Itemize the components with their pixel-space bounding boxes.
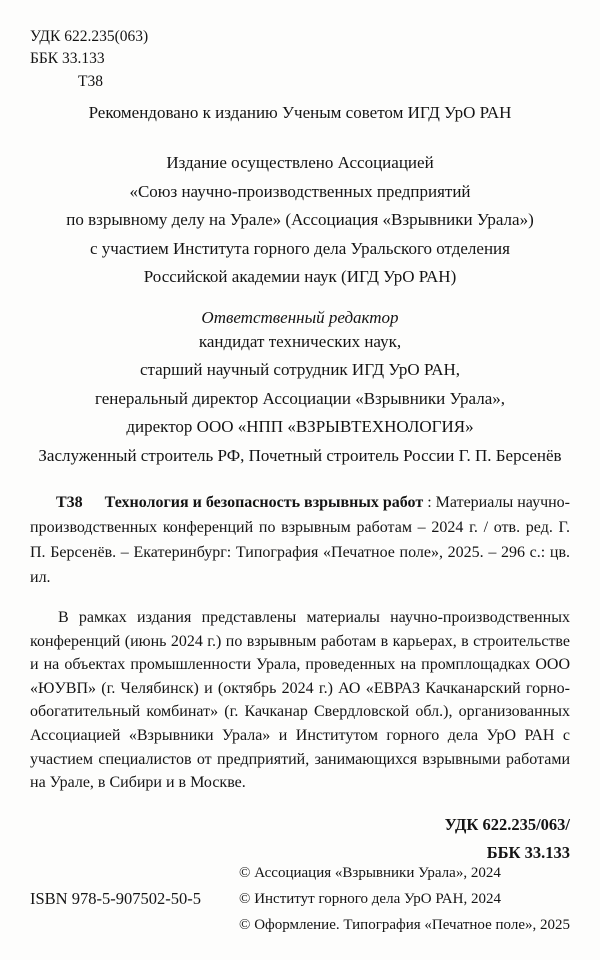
author-sign-top: Т38 [78, 73, 103, 90]
classification-codes-top [30, 26, 570, 93]
isbn: ISBN 978-5-907502-50-5 [30, 889, 201, 908]
copyright-line: © Оформление. Типография «Печатное поле», 2025 [239, 917, 570, 933]
copyright-line: © Институт горного дела УрО РАН, 2024 [239, 891, 501, 907]
editor-line: старший научный сотрудник ИГД УрО РАН, [139, 360, 461, 379]
edition-line: «Союз научно-производственных предприятий [129, 181, 471, 201]
isbn-copyright-row [30, 860, 570, 938]
copyright-line: © Ассоциация «Взрывники Урала», 2024 [239, 865, 501, 881]
edition-line: с участием Института горного дела Уральского отделения [90, 238, 510, 258]
edition-line: по взрывному делу на Урале» (Ассоциация «Взрывники Урала») [66, 210, 534, 229]
editor-line: кандидат технических наук, [198, 331, 402, 351]
udc-code-top: УДК 622.235(063) [30, 28, 149, 45]
editor-credentials [30, 328, 570, 471]
author-sign-bib: Т38 [56, 494, 83, 511]
bib-description: : Материалы научно-производственных конференций по взрывным работам – 2024 г. / отв. ред. Г. П. Берсенёв. – Екатеринбург: Типография «Печатное поле», 2025. – 296 с.: цв. ил. [30, 494, 571, 586]
editor-heading: Ответственный редактор [201, 307, 399, 327]
editor-line: директор ООО «НПП «ВЗРЫВТЕХНОЛОГИЯ» [126, 417, 474, 436]
udc-code-bottom: УДК 622.235/063/ [444, 814, 570, 834]
bibliographic-record [30, 490, 570, 590]
annotation-paragraph: В рамках издания представлены материалы научно-производственных конференций (июнь 2024 г.) по взрывным работам в карьерах, в строительстве и на объектах промышленности Урала, проведенных на промплощадках ООО «ЮУВП» (г. Челябинск) и (октябрь 2024 г.) АО «ЕВРАЗ Качканарский горно-обогатительный комбинат» (г. Качканар Свердловской обл.), организованных Ассоциацией «Взрывники Урала» и Институтом горного дела УрО РАН с участием специалистов от предприятий, занимающихся взрывными работами на Урале, в Сибири и в Москве. [30, 609, 570, 792]
recommendation-line: Рекомендовано к изданию Ученым советом ИГД УрО РАН [88, 103, 512, 122]
book-title: Технология и безопасность взрывных работ [104, 494, 424, 511]
edition-line: Издание осуществлено Ассоциацией [166, 153, 434, 172]
classification-codes-bottom [30, 811, 570, 867]
bbk-code-top: ББК 33.133 [30, 50, 105, 67]
edition-line: Российской академии наук (ИГД УрО РАН) [143, 267, 457, 286]
bbk-code-bottom: ББК 33.133 [486, 842, 570, 862]
edition-statement [30, 149, 570, 292]
editor-line: Заслуженный строитель РФ, Почетный строитель России Г. П. Берсенёв [38, 445, 562, 465]
editor-line: генеральный директор Ассоциации «Взрывники Урала», [94, 388, 506, 408]
copyright-block [239, 860, 570, 938]
